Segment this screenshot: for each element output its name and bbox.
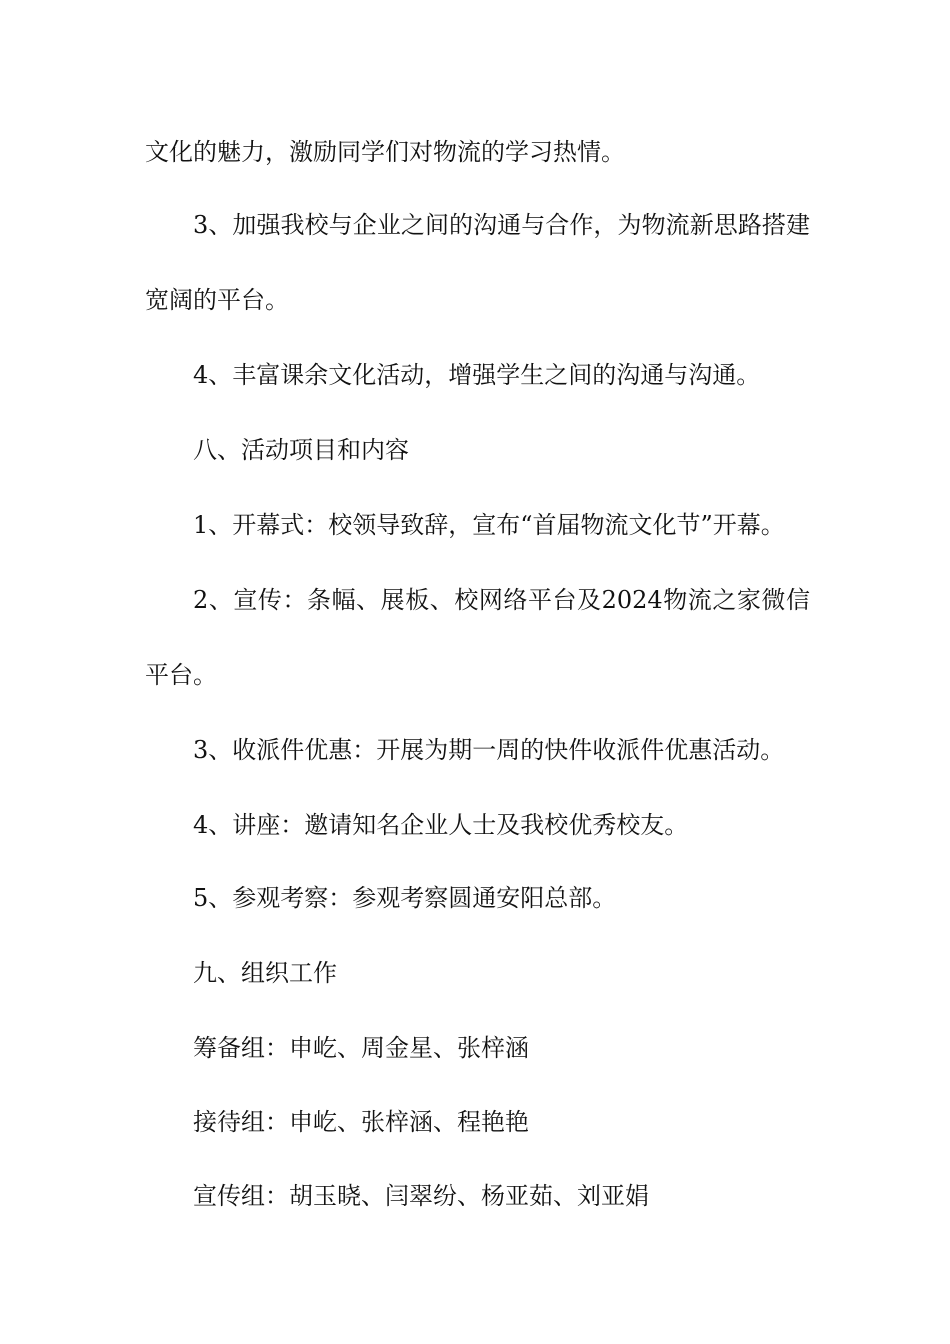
activity-item-5: 5、参观考察：参观考察圆通安阳总部。 <box>193 884 617 912</box>
activity-item-2-line2: 平台。 <box>145 661 217 689</box>
activity-item-4: 4、讲座：邀请知名企业人士及我校优秀校友。 <box>193 811 689 839</box>
org-preparation-group: 筹备组：申屹、周金星、张梓涵 <box>193 1034 529 1062</box>
section-heading-activities: 八、活动项目和内容 <box>193 436 409 464</box>
goal-item-3-line1: 3、加强我校与企业之间的沟通与合作，为物流新思路搭建 <box>193 211 810 239</box>
goal-item-3-line2: 宽阔的平台。 <box>145 286 289 314</box>
goal-item-4: 4、丰富课余文化活动，增强学生之间的沟通与沟通。 <box>193 361 761 389</box>
activity-item-2-line1: 2、宣传：条幅、展板、校网络平台及2024物流之家微信 <box>193 586 810 614</box>
org-publicity-group: 宣传组：胡玉晓、闫翠纷、杨亚茹、刘亚娟 <box>193 1182 649 1210</box>
org-reception-group: 接待组：申屹、张梓涵、程艳艳 <box>193 1108 529 1136</box>
section-heading-organization: 九、组织工作 <box>193 959 337 987</box>
activity-item-3: 3、收派件优惠：开展为期一周的快件收派件优惠活动。 <box>193 736 785 764</box>
paragraph-continuation-line: 文化的魅力，激励同学们对物流的学习热情。 <box>145 138 625 166</box>
activity-item-1: 1、开幕式：校领导致辞，宣布“首届物流文化节”开幕。 <box>193 511 785 539</box>
